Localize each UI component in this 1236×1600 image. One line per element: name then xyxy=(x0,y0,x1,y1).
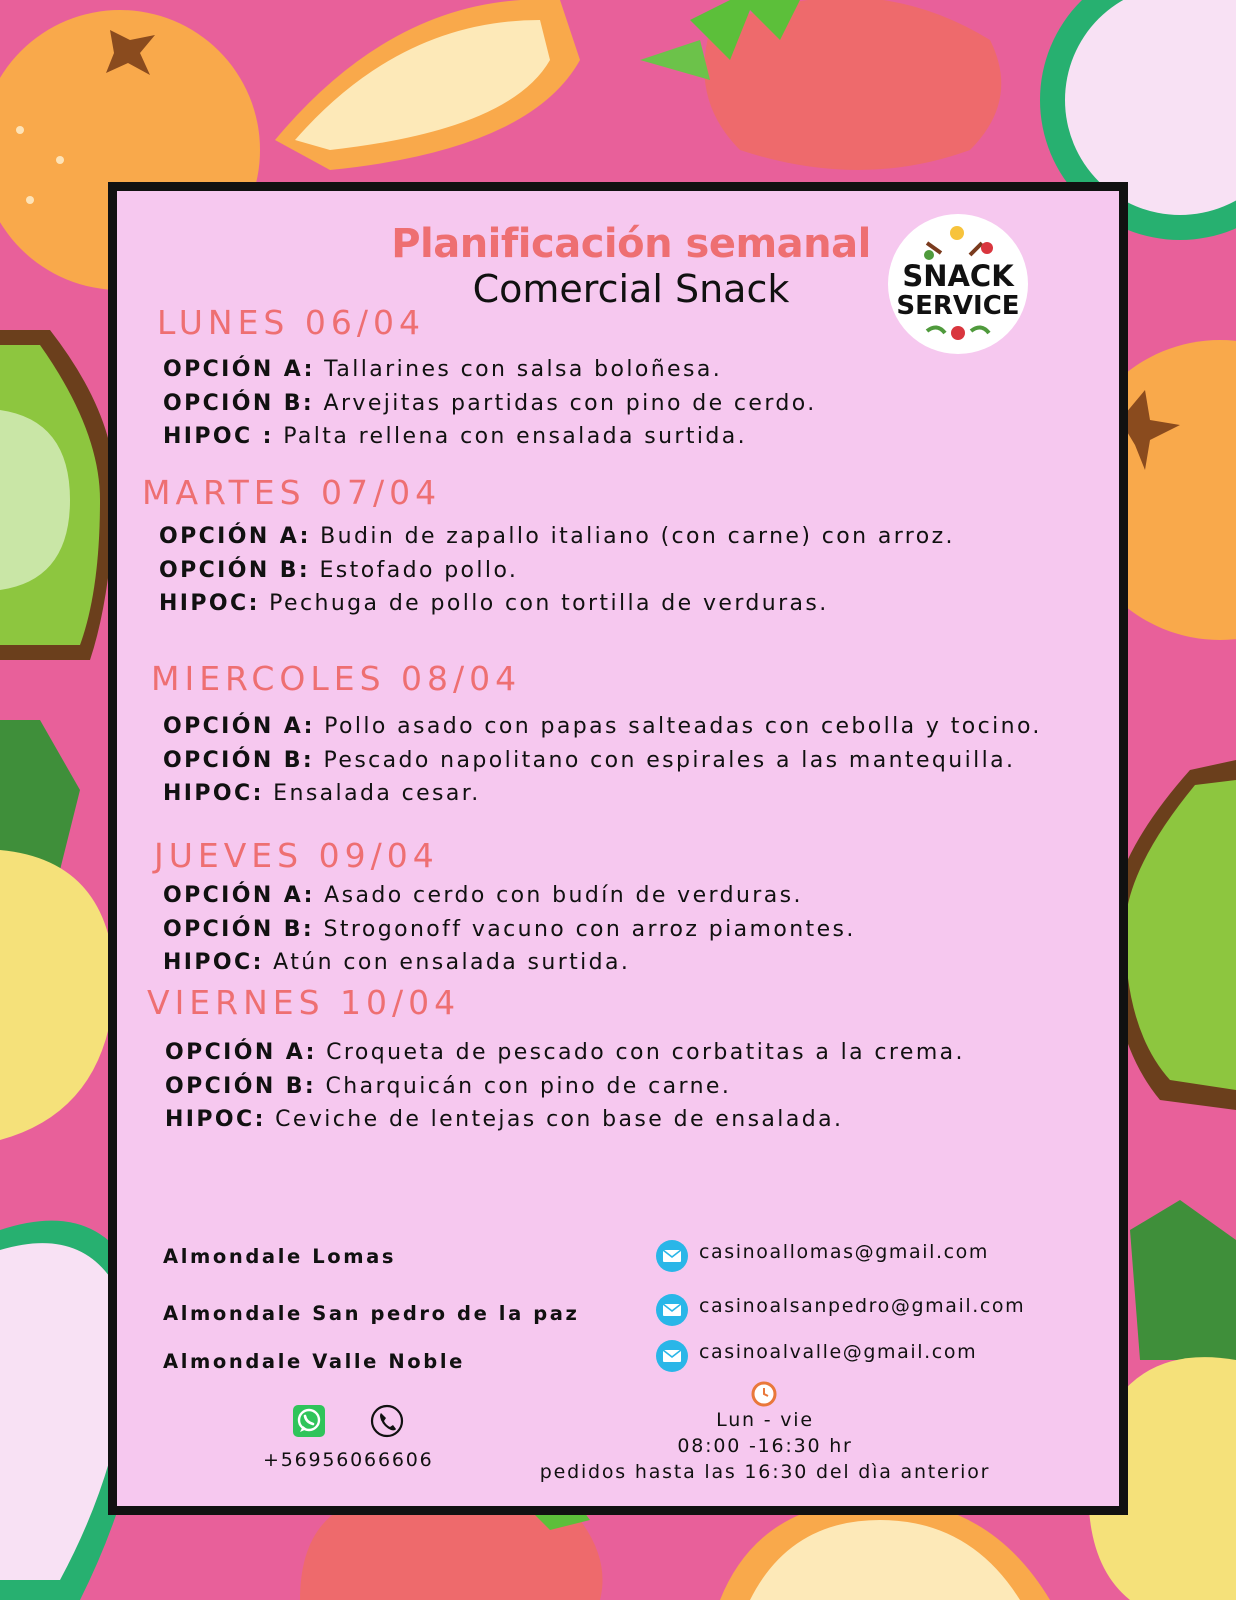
email-icon xyxy=(655,1293,689,1327)
email-link[interactable]: casinoalvalle@gmail.com xyxy=(699,1341,978,1363)
menu-option: OPCIÓN A: Tallarines con salsa boloñesa. xyxy=(163,357,723,382)
menu-option: HIPOC: Pechuga de pollo con tortilla de verduras. xyxy=(159,591,829,616)
menu-option: OPCIÓN B: Arvejitas partidas con pino de cerdo. xyxy=(163,390,817,416)
day-options-viernes xyxy=(165,1036,965,1137)
email-icon xyxy=(655,1239,689,1273)
menu-option: OPCIÓN B: Estofado pollo. xyxy=(159,557,519,583)
day-options-lunes xyxy=(163,353,817,454)
day-options-miercoles xyxy=(163,710,1042,811)
day-heading-martes: MARTES 07/04 xyxy=(142,473,442,512)
location-san-pedro: Almondale San pedro de la paz xyxy=(163,1302,580,1325)
menu-option: HIPOC: Ceviche de lentejas con base de ensalada. xyxy=(165,1107,844,1132)
day-heading-viernes: VIERNES 10/04 xyxy=(147,983,461,1022)
email-icon xyxy=(655,1339,689,1373)
svg-text:SERVICE: SERVICE xyxy=(896,291,1020,321)
schedule-note: pedidos hasta las 16:30 del dìa anterior xyxy=(539,1461,991,1483)
menu-option: OPCIÓN A: Budin de zapallo italiano (con carne) con arroz. xyxy=(159,524,955,549)
menu-card xyxy=(108,182,1128,1515)
clock-icon xyxy=(751,1381,777,1407)
location-valle-noble: Almondale Valle Noble xyxy=(163,1350,465,1373)
svg-text:SNACK: SNACK xyxy=(902,259,1014,293)
menu-option: OPCIÓN A: Pollo asado con papas salteadas con cebolla y tocino. xyxy=(163,714,1042,739)
menu-option: HIPOC: Ensalada cesar. xyxy=(163,781,481,806)
menu-option: OPCIÓN B: Pescado napolitano con espirales a las mantequilla. xyxy=(163,747,1016,773)
day-options-jueves xyxy=(163,879,856,980)
email-link[interactable]: casinoallomas@gmail.com xyxy=(699,1241,989,1263)
menu-option: OPCIÓN A: Croqueta de pescado con corbatitas a la crema. xyxy=(165,1040,965,1065)
menu-option: OPCIÓN B: Charquicán con pino de carne. xyxy=(165,1073,732,1099)
menu-option: OPCIÓN B: Strogonoff vacuno con arroz piamontes. xyxy=(163,916,856,942)
opening-hours xyxy=(517,1407,1013,1485)
day-heading-jueves: JUEVES 09/04 xyxy=(154,836,439,875)
schedule-hours: 08:00 -16:30 hr xyxy=(677,1435,853,1457)
page-title: Planificación semanal xyxy=(391,221,871,267)
phone-number[interactable]: +56956066606 xyxy=(263,1449,434,1471)
phone-icon[interactable] xyxy=(369,1403,405,1439)
email-link[interactable]: casinoalsanpedro@gmail.com xyxy=(699,1295,1026,1317)
snack-service-logo xyxy=(887,213,1029,355)
schedule-days: Lun - vie xyxy=(716,1409,814,1431)
menu-option: OPCIÓN A: Asado cerdo con budín de verduras. xyxy=(163,883,803,908)
day-heading-miercoles: MIERCOLES 08/04 xyxy=(151,659,522,698)
location-lomas: Almondale Lomas xyxy=(163,1245,397,1268)
menu-option: HIPOC : Palta rellena con ensalada surtida. xyxy=(163,424,748,449)
day-heading-lunes: LUNES 06/04 xyxy=(157,303,425,342)
page-subtitle: Comercial Snack xyxy=(472,267,790,311)
menu-option: HIPOC: Atún con ensalada surtida. xyxy=(163,950,631,975)
day-options-martes xyxy=(159,520,955,621)
whatsapp-icon[interactable] xyxy=(291,1403,327,1439)
